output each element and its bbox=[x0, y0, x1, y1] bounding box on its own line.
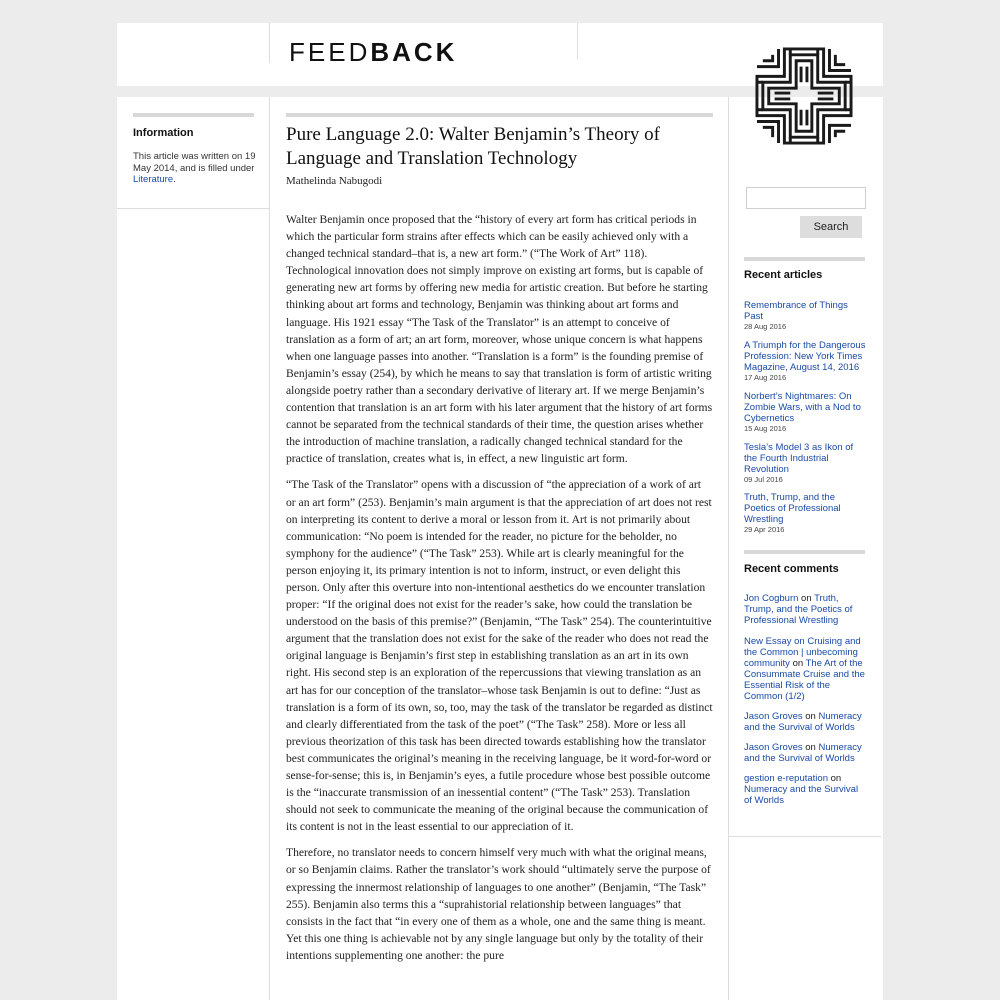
logo-bold-text: BACK bbox=[370, 37, 458, 67]
recent-article-item[interactable] bbox=[744, 492, 866, 534]
sidebar-divider bbox=[744, 257, 865, 261]
header-divider bbox=[577, 23, 578, 59]
article-info bbox=[133, 151, 258, 186]
sidebar-divider bbox=[729, 836, 881, 837]
article-author: Mathelinda Nabugodi bbox=[286, 175, 383, 187]
comment-author-link[interactable]: Jon Cogburn bbox=[744, 593, 799, 604]
comment-connector: on bbox=[805, 742, 816, 753]
recent-comment-item bbox=[744, 773, 868, 806]
recent-article-link[interactable]: Remembrance of Things Past bbox=[744, 300, 848, 322]
recent-comments-heading: Recent comments bbox=[744, 563, 839, 575]
comment-connector: on bbox=[805, 711, 816, 722]
comment-post-link[interactable]: Numeracy and the Survival of Worlds bbox=[744, 784, 859, 806]
page bbox=[117, 23, 883, 1000]
category-link[interactable]: Literature bbox=[133, 174, 174, 185]
comment-connector: on bbox=[801, 593, 812, 604]
info-suffix: . bbox=[173, 174, 176, 185]
sidebar-divider bbox=[744, 550, 865, 554]
sidebar-divider bbox=[133, 113, 254, 117]
article-paragraph: Therefore, no translator needs to concern himself very much with what the original means, or so Benjamin claims. Rather the translator’s work should “ultimately serve the purpose of expressing the innermost relationship of languages to one another” (Benjamin, “The Task” 255). Benjamin also terms this a “suprahistorial relationship between languages” that consists in the fact that “in every one of them as a whole, one and the same thing is meant. Yet this one thing is achievable not by any single language but only by the totality of their intentions supplementing one another: the pure bbox=[286, 846, 711, 962]
left-sidebar bbox=[117, 97, 270, 1000]
article-title: Pure Language 2.0: Walter Benjamin’s Theory of Language and Translation Technology bbox=[286, 124, 660, 169]
comment-author-link[interactable]: Jason Groves bbox=[744, 742, 803, 753]
recent-comment-item bbox=[744, 636, 868, 702]
recent-article-date: 17 Aug 2016 bbox=[744, 373, 787, 382]
logo-light-text: FEED bbox=[289, 37, 371, 67]
article-paragraph: “The Task of the Translator” opens with a discussion of “the appreciation of a work of art or an art form” (253). Benjamin’s main argument is that the appreciation of art does not rest on interpreting its content to derive a moral or lesson from it. Art is not primarily about communication: “No poem is intended for the reader, no picture for the beholder, no symphony for the audience” (“The Task” 253). While art is clearly meaningful for the person enjoying it, its primary intention is not to inform, instruct, or even delight this person. Only after this overture into non-intentional aesthetics do we encounter translation proper: “If the original does not exist for the reader’s sake, how could the translation be understood on the basis of this premise?” (Benjamin, “The Task” 254). The counterintuitive argument that the translation does not exist for the sake of the reader who does not read the original language is Benjamin’s first step in establishing translation as an art in its own right. His second step is an exploration of the repercussions that viewing translation as an art has for our conception of the translator–whose task Benjamin is out to define: “Just as translation is a form of its own, so, too, may the task of the translator be regarded as distinct and clearly differentiated from the task of the poet” (“The Task” 258). More or less all previous theorization of this task has been directed towards establishing how the translator best communicates the original’s meaning in the receiving language, be it word-for-word or sense-for-sense; this is, in Benjamin’s eyes, a futile procedure whose best possible outcome is the “inaccurate transmission of an inessential content” (“The Task” 253). Translation should not seek to communicate the meaning of the original because the communication of its content is not in the least essential to our appreciation of it. bbox=[286, 478, 713, 834]
recent-comment-item bbox=[744, 711, 868, 733]
recent-article-link[interactable]: Tesla’s Model 3 as Ikon of the Fourth Industrial Revolution bbox=[744, 442, 854, 475]
recent-article-item[interactable] bbox=[744, 340, 866, 382]
site-logo[interactable] bbox=[289, 37, 457, 67]
recent-comment-item bbox=[744, 742, 868, 764]
comment-post-link[interactable]: Numeracy and the Survival of Worlds bbox=[744, 711, 862, 733]
column-divider bbox=[728, 97, 729, 1000]
sidebar-divider bbox=[117, 208, 269, 209]
maze-emblem-icon bbox=[755, 47, 853, 145]
recent-article-date: 15 Aug 2016 bbox=[744, 424, 787, 433]
information-heading: Information bbox=[133, 127, 194, 139]
recent-article-link[interactable]: Truth, Trump, and the Poetics of Professional Wrestling bbox=[744, 492, 841, 525]
recent-article-item[interactable] bbox=[744, 300, 866, 331]
comment-post-link[interactable]: Numeracy and the Survival of Worlds bbox=[744, 742, 862, 764]
article-divider bbox=[286, 113, 713, 117]
article-paragraph: Walter Benjamin once proposed that the “history of every art form has critical periods in which the particular form strains after effects which can be easily achieved only with a changed technical standard–that is, a new art form.” (“The Work of Art” 118). Technological innovation does not simply improve on existing art forms, but is capable of generating new art forms by offering new media for artistic creation. But before he starting thinking about art forms and technology, Benjamin was thinking about art forms and language. His 1921 essay “The Task of the Translator” is an attempt to conceive of translation as a form of art; an art form, moreover, whose unique concern is what happens when one language passes into another. “Translation is a form” is the founding premise of Benjamin’s essay (254), by which he means to say that translation is form of artistic writing alongside poetry rather than a secondary derivative of literary art. If we merge Benjamin’s contention that translation is an art form with his later argument that the history of art forms cannot be separated from the technical standards of their time, the question arises whether the introduction of machine translation, a radically changed technical standard for the practice of translation, creates what is, in effect, a new linguistic art form. bbox=[286, 213, 713, 466]
search-button[interactable]: Search bbox=[800, 216, 862, 238]
recent-comment-item bbox=[744, 593, 868, 626]
search-input[interactable] bbox=[746, 187, 866, 209]
comment-author-link[interactable]: Jason Groves bbox=[744, 711, 803, 722]
recent-articles-heading: Recent articles bbox=[744, 269, 823, 281]
recent-article-item[interactable] bbox=[744, 391, 866, 433]
comment-connector: on bbox=[830, 773, 842, 784]
comment-author-link[interactable]: New Essay on Cruising and the Common | unbecoming community bbox=[744, 636, 861, 669]
comment-author-link[interactable]: gestion e-reputation bbox=[744, 773, 828, 784]
comment-post-link[interactable]: The Art of the Consummate Cruise and the Essential Risk of the Common (1/2) bbox=[744, 658, 865, 702]
comment-post-link[interactable]: Truth, Trump, and the Poetics of Professional Wrestling bbox=[744, 593, 853, 626]
recent-article-date: 29 Apr 2016 bbox=[744, 525, 785, 534]
comment-connector: on bbox=[792, 658, 804, 669]
recent-article-date: 28 Aug 2016 bbox=[744, 322, 787, 331]
recent-article-link[interactable]: Norbert’s Nightmares: On Zombie Wars, with a Nod to Cybernetics bbox=[744, 391, 861, 424]
info-text: This article was written on 19 May 2014, and is filled under bbox=[133, 151, 256, 174]
header-divider bbox=[269, 23, 270, 63]
recent-article-date: 09 Jul 2016 bbox=[744, 475, 783, 484]
recent-article-link[interactable]: A Triumph for the Dangerous Profession: New York Times Magazine, August 14, 2016 bbox=[744, 340, 866, 373]
article-body bbox=[286, 211, 713, 973]
recent-article-item[interactable] bbox=[744, 442, 866, 484]
